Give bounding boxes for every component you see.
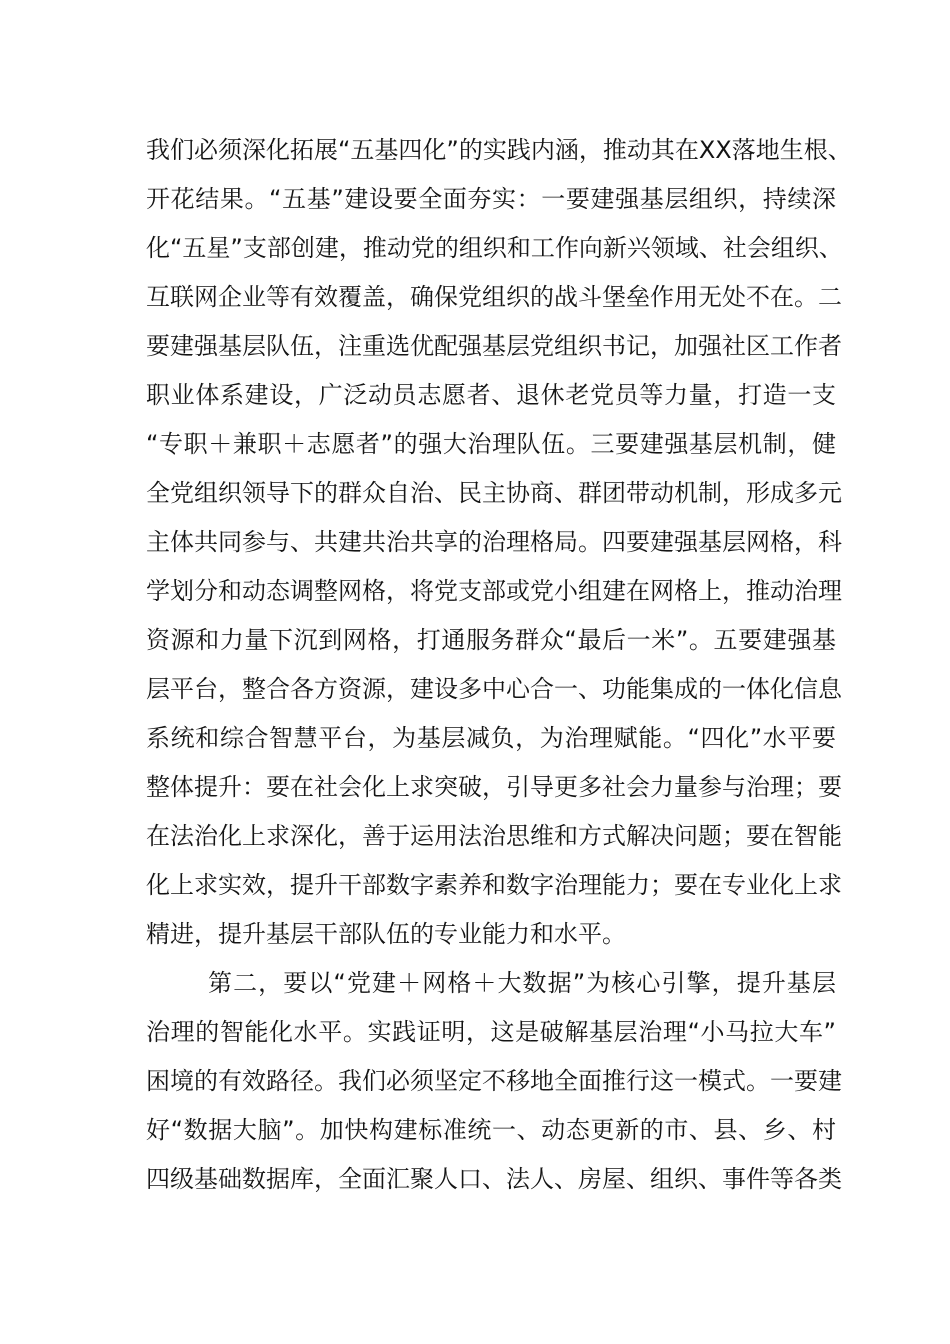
text-line: 在法治化上求深化，善于运用法治思维和方式解决问题；要在智能	[146, 822, 842, 850]
text-line: 系统和综合智慧平台，为基层减负，为治理赋能。“四化”水平要	[146, 724, 836, 752]
text-line: 精进，提升基层干部队伍的专业能力和水平。	[146, 920, 626, 948]
text-line: 整体提升：要在社会化上求突破，引导更多社会力量参与治理；要	[146, 773, 842, 801]
text-line: 学划分和动态调整网格，将党支部或党小组建在网格上，推动治理	[146, 577, 842, 605]
text-line: 主体共同参与、共建共治共享的治理格局。四要建强基层网格，科	[146, 528, 842, 556]
text-line: 化上求实效，提升干部数字素养和数字治理能力；要在专业化上求	[146, 871, 842, 899]
text-line: 治理的智能化水平。实践证明，这是破解基层治理“小马拉大车”	[146, 1018, 836, 1046]
text-line: 化“五星”支部创建，推动党的组织和工作向新兴领域、社会组织、	[146, 234, 843, 262]
text-line: 职业体系建设，广泛动员志愿者、退休老党员等力量，打造一支	[146, 381, 836, 409]
text-line: 全党组织领导下的群众自治、民主协商、群团带动机制，形成多元	[146, 479, 842, 507]
text-line: 第二，要以“党建＋网格＋大数据”为核心引擎，提升基层	[208, 969, 836, 997]
text-line: 我们必须深化拓展“五基四化”的实践内涵，推动其在XX落地生根、	[146, 136, 852, 164]
text-line: 层平台，整合各方资源，建设多中心合一、功能集成的一体化信息	[146, 675, 842, 703]
text-line: 要建强基层队伍，注重选优配强基层党组织书记，加强社区工作者	[146, 332, 842, 360]
text-line: 开花结果。“五基”建设要全面夯实：一要建强基层组织，持续深	[146, 185, 836, 213]
text-line: 四级基础数据库，全面汇聚人口、法人、房屋、组织、事件等各类	[146, 1165, 842, 1193]
text-line: 互联网企业等有效覆盖，确保党组织的战斗堡垒作用无处不在。二	[146, 283, 842, 311]
text-line: “专职＋兼职＋志愿者”的强大治理队伍。三要建强基层机制，健	[146, 430, 836, 458]
text-line: 困境的有效路径。我们必须坚定不移地全面推行这一模式。一要建	[146, 1067, 842, 1095]
text-line: 资源和力量下沉到网格，打通服务群众“最后一米”。五要建强基	[146, 626, 836, 654]
text-line: 好“数据大脑”。加快构建标准统一、动态更新的市、县、乡、村	[146, 1116, 836, 1144]
